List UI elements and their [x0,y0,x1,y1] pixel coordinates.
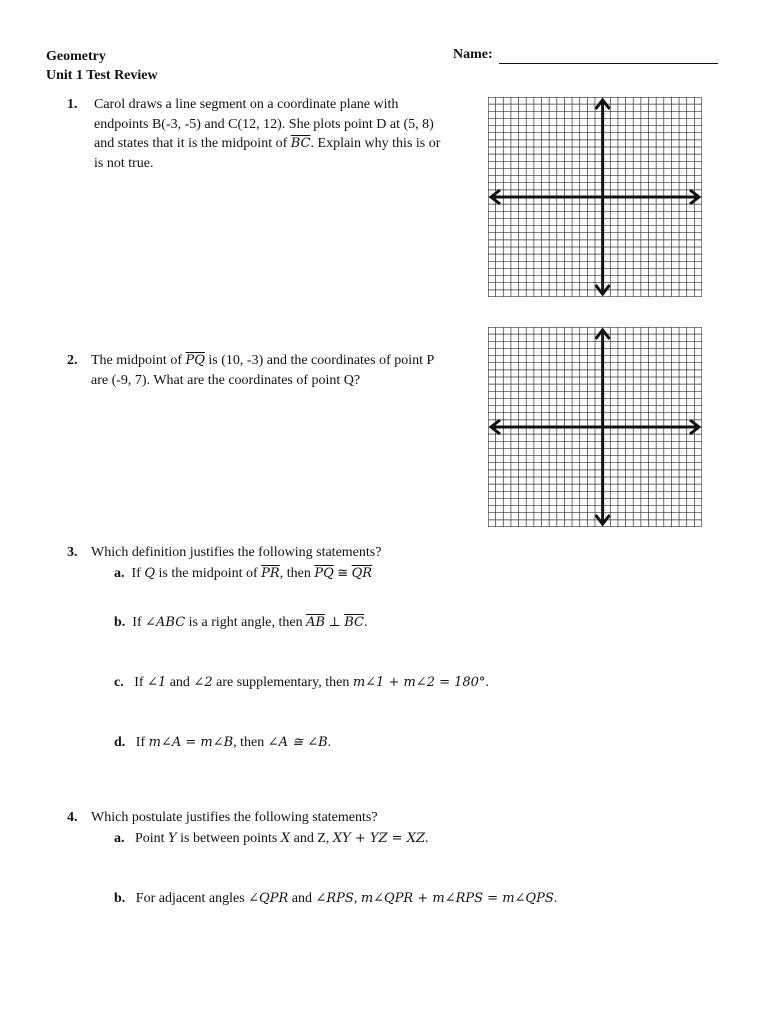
q3-part-c [114,675,489,691]
q3-part-b [114,615,368,631]
question-number: 2. [67,353,78,368]
part-label: a. [114,566,125,581]
text: Point [135,831,165,846]
q3-part-d [114,735,331,751]
part-label: b. [114,615,126,630]
text: is between points [180,831,278,846]
equation: m∠1 + m∠2 = 180° [352,675,486,690]
segment-qr: $\overline{QR}$ [351,566,373,581]
angle-2: ∠2 [193,675,213,690]
document-header [46,47,158,85]
question-4 [67,810,378,826]
q1-line1: Carol draws a line segment on a coordinate plane with [94,97,399,112]
segment-bc: $\overline{BC}$ [344,615,365,630]
coordinate-grid-1[interactable] [488,97,702,297]
text: and Z, [293,831,330,846]
text: is the midpoint of [158,566,258,581]
name-label: Name: [453,47,493,62]
course-title: Geometry [46,49,106,64]
text: , then [233,735,265,750]
text: . [553,891,558,906]
text: If [132,615,142,630]
q2-line1b: is (10, -3) and the coordinates of point P [208,353,435,368]
text: is a right angle, then [188,615,303,630]
text: If [131,566,141,581]
question-number: 4. [67,810,78,825]
q4-stem: Which postulate justifies the following statements? [91,810,378,825]
congruence-statement: ∠A ≅ ∠B [267,735,328,750]
angle-qpr: ∠QPR [248,891,289,906]
q1-line2: endpoints B(-3, -5) and C(12, 12). She plots point D at (5, 8) [94,116,434,132]
segment-pq: $\overline{PQ}$ [314,566,334,581]
angle-rps: ∠RPS [315,891,354,906]
text: , [353,891,358,906]
text: and [291,891,312,906]
text: , then [279,566,311,581]
angle-1: ∠1 [147,675,167,690]
congruent-symbol: ≅ [337,566,349,581]
question-3 [67,545,382,561]
q1-line3b: . Explain why this is or [310,136,441,151]
part-label: b. [114,891,126,906]
q2-line2: are (-9, 7). What are the coordinates of point Q? [91,372,361,388]
name-blank-line[interactable] [499,63,718,64]
text: . [424,831,429,846]
variable-y: Y [168,831,177,846]
text: and [169,675,190,690]
q1-line3a: and states that it is the midpoint of [94,136,288,151]
text: . [485,675,489,690]
text: are supplementary, then [216,675,350,690]
part-label: d. [114,735,126,750]
q4-part-b [114,891,557,907]
text: . [327,735,332,750]
text: If [134,675,144,690]
perpendicular-symbol: ⊥ [328,615,341,630]
question-2 [67,351,477,388]
equation: m∠QPR + m∠RPS = m∠QPS [360,891,554,906]
q2-line1a: The midpoint of [91,353,182,368]
unit-title: Unit 1 Test Review [46,68,158,83]
segment-ab: $\overline{AB}$ [306,615,326,630]
q4-part-a [114,831,428,847]
angle-abc: ∠ABC [145,615,186,630]
variable-q: Q [144,566,155,581]
equation: m∠A = m∠B [148,735,234,750]
text: For adjacent angles [135,891,245,906]
q3-part-a [114,566,372,582]
coordinate-grid-2[interactable] [488,327,702,527]
question-number: 1. [67,97,78,112]
q1-line4: is not true. [94,155,154,171]
segment-bc: $\overline{BC}$ [290,136,311,151]
segment-pr: $\overline{PR}$ [261,566,280,581]
variable-x: X [280,831,291,846]
segment-pq: $\overline{PQ}$ [185,353,205,368]
equation: XY + YZ = XZ [332,831,425,846]
part-label: c. [114,675,124,690]
question-1 [67,95,477,171]
text: . [364,615,368,630]
part-label: a. [114,831,125,846]
q3-stem: Which definition justifies the following statements? [91,545,382,560]
text: If [135,735,146,750]
question-number: 3. [67,545,78,560]
